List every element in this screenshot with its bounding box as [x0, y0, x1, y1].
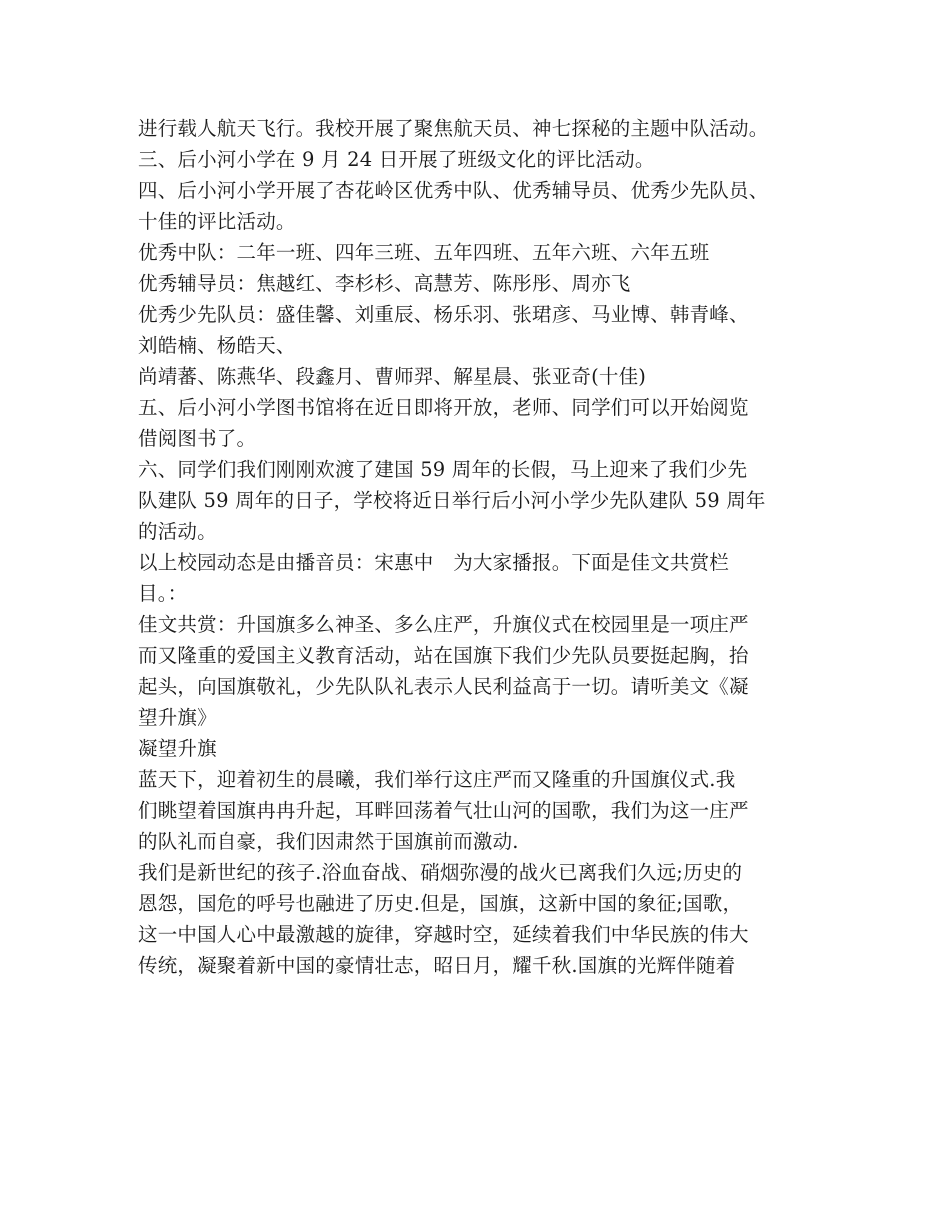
text-line: 五、后小河小学图书馆将在近日即将开放，老师、同学们可以开始阅览: [138, 396, 749, 419]
text-line: 优秀中队：二年一班、四年三班、五年四班、五年六班、六年五班: [138, 241, 710, 264]
text-line: 十佳的评比活动。: [138, 210, 296, 233]
text-line: 们眺望着国旗冉冉升起，耳畔回荡着气壮山河的国歌，我们为这一庄严: [138, 799, 749, 822]
text-line: 目。：: [138, 582, 188, 605]
text-line: 六、同学们我们刚刚欢渡了建国 59 周年的长假，马上迎来了我们少先: [138, 458, 748, 481]
text-line: 三、后小河小学在 9 月 24 日开展了班级文化的评比活动。: [138, 148, 655, 171]
text-line: 起头，向国旗敬礼，少先队队礼表示人民利益高于一切。请听美文《凝: [138, 675, 749, 698]
text-line: 望升旗》: [138, 706, 217, 729]
text-line: 我们是新世纪的孩子.浴血奋战、硝烟弥漫的战火已离我们久远;历史的: [138, 861, 743, 884]
text-line: 恩怨，国危的呼号也融进了历史.但是，国旗，这新中国的象征;国歌，: [138, 892, 743, 915]
text-line: 蓝天下，迎着初生的晨曦，我们举行这庄严而又隆重的升国旗仪式.我: [138, 768, 736, 791]
section-heading: 凝望升旗: [138, 737, 217, 760]
text-line: 传统，凝聚着新中国的豪情壮志，昭日月，耀千秋.国旗的光辉伴随着: [138, 954, 736, 977]
text-line: 借阅图书了。: [138, 427, 257, 450]
text-line: 尚靖蕃、陈燕华、段鑫月、曹师羿、解星晨、张亚奇(十佳): [138, 365, 647, 388]
text-line: 优秀辅导员：焦越红、李杉杉、高慧芳、陈彤彤、周亦飞: [138, 272, 631, 295]
text-line: 的活动。: [138, 520, 217, 543]
text-line: 进行载人航天飞行。我校开展了聚焦航天员、神七探秘的主题中队活动。: [138, 117, 769, 140]
text-line: 这一中国人心中最激越的旋律，穿越时空，延续着我们中华民族的伟大: [138, 923, 749, 946]
text-line: 而又隆重的爱国主义教育活动，站在国旗下我们少先队员要挺起胸，抬: [138, 644, 749, 667]
text-line: 的队礼而自豪，我们因肃然于国旗前而激动.: [138, 830, 519, 853]
document-body: [138, 113, 828, 981]
text-line: 优秀少先队员：盛佳馨、刘重辰、杨乐羽、张珺彦、马业博、韩青峰、: [138, 303, 749, 326]
text-line: 以上校园动态是由播音员：宋惠中 为大家播报。下面是佳文共赏栏: [138, 551, 730, 574]
text-line: 刘皓楠、杨皓天、: [138, 334, 296, 357]
text-line: 佳文共赏：升国旗多么神圣、多么庄严，升旗仪式在校园里是一项庄严: [138, 613, 749, 636]
text-line: 队建队 59 周年的日子，学校将近日举行后小河小学少先队建队 59 周年: [138, 489, 766, 512]
text-line: 四、后小河小学开展了杏花岭区优秀中队、优秀辅导员、优秀少先队员、: [138, 179, 769, 202]
